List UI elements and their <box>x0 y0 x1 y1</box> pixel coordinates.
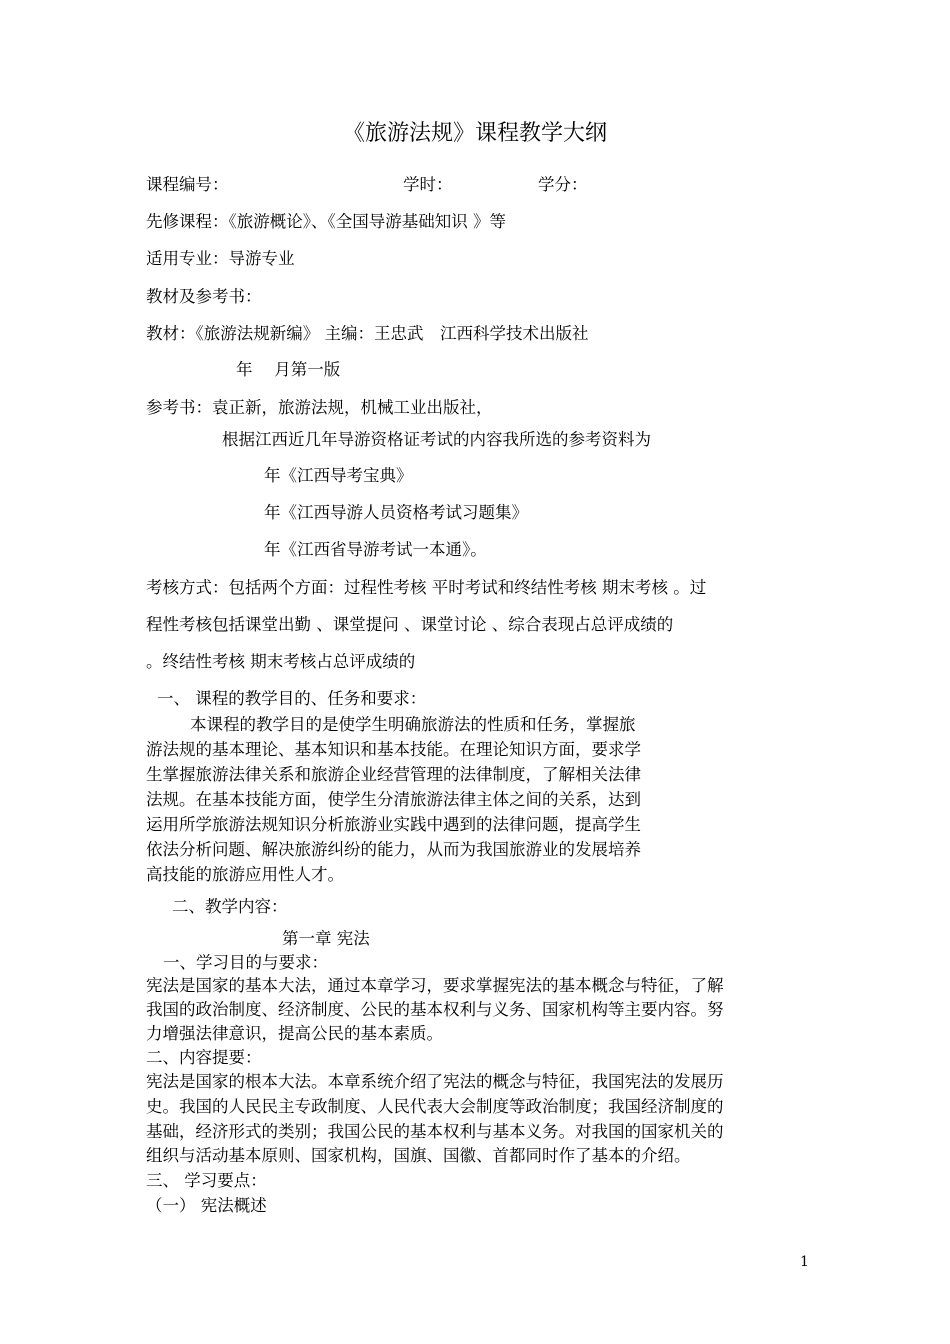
assessment-line: 。终结性考核 期末考核占总评成绩的 <box>146 652 416 671</box>
document-title: 《旅游法规》课程教学大纲 <box>342 121 607 146</box>
section1-line: 本课程的教学目的是使学生明确旅游法的性质和任务，掌握旅 <box>190 715 636 734</box>
section1-line: 运用所学旅游法规知识分析旅游业实践中遇到的法律问题，提高学生 <box>146 815 641 834</box>
reference-note: 根据江西近几年导游资格证考试的内容我所选的参考资料为 <box>222 430 651 449</box>
prerequisites: 先修课程：《旅游概论》、《全国导游基础知识 》等 <box>146 212 506 231</box>
goals-line: 力增强法律意识，提高公民的基本素质。 <box>146 1024 443 1043</box>
course-code-label: 课程编号： <box>146 175 229 194</box>
hours-label: 学时： <box>403 175 453 194</box>
summary-line: 基础，经济形式的类别；我国公民的基本权利与基本义务。对我国的国家机关的 <box>146 1122 724 1141</box>
goals-line: 宪法是国家的基本大法，通过本章学习，要求掌握宪法的基本概念与特征，了解 <box>146 976 724 995</box>
summary-line: 宪法是国家的根本大法。本章系统介绍了宪法的概念与特征，我国宪法的发展历 <box>146 1072 724 1091</box>
chapter-title: 第一章 宪法 <box>282 929 370 948</box>
reference-item: 年《江西导游人员资格考试习题集》 <box>264 503 528 522</box>
summary-line: 组织与活动基本原则、国家机构，国旗、国徽、首都同时作了基本的介绍。 <box>146 1146 691 1165</box>
summary-line: 史。我国的人民民主专政制度、人民代表大会制度等政治制度；我国经济制度的 <box>146 1097 724 1116</box>
credits-label: 学分： <box>538 175 588 194</box>
subsection-title: （一） 宪法概述 <box>146 1196 267 1215</box>
assessment-line: 程性考核包括课堂出勤 、课堂提问 、课堂讨论 、综合表现占总评成绩的 <box>146 615 674 634</box>
textbook-edition: 年 月第一版 <box>236 360 341 379</box>
section2-heading: 二、教学内容： <box>172 897 288 916</box>
page-number: 1 <box>800 1254 809 1270</box>
applicable-major: 适用专业：导游专业 <box>146 249 295 268</box>
section1-heading: 一、 课程的教学目的、任务和要求： <box>157 689 427 708</box>
section1-line: 生掌握旅游法律关系和旅游企业经营管理的法律制度，了解相关法律 <box>146 765 641 784</box>
goals-heading: 一、学习目的与要求： <box>163 953 328 972</box>
assessment-line: 考核方式：包括两个方面：过程性考核 平时考试和终结性考核 期末考核 。过 <box>146 578 707 597</box>
reference-item: 年《江西省导游考试一本通》。 <box>264 540 487 559</box>
summary-heading: 二、内容提要： <box>146 1048 262 1067</box>
section1-line: 法规。在基本技能方面，使学生分清旅游法律主体之间的关系，达到 <box>146 790 641 809</box>
section1-line: 游法规的基本理论、基本知识和基本技能。在理论知识方面，要求学 <box>146 740 641 759</box>
reference-item: 年《江西导考宝典》 <box>264 466 413 485</box>
section1-line: 高技能的旅游应用性人才。 <box>146 865 344 884</box>
goals-line: 我国的政治制度、经济制度、公民的基本权利与义务、国家机构等主要内容。努 <box>146 1000 724 1019</box>
key-points-heading: 三、 学习要点： <box>146 1171 267 1190</box>
reference-book: 参考书：袁正新，旅游法规，机械工业出版社， <box>146 398 493 417</box>
textbook: 教材：《旅游法规新编》 主编：王忠武 江西科学技术出版社 <box>146 324 589 343</box>
textbooks-heading: 教材及参考书： <box>146 287 262 306</box>
section1-line: 依法分析问题、解决旅游纠纷的能力，从而为我国旅游业的发展培养 <box>146 840 641 859</box>
